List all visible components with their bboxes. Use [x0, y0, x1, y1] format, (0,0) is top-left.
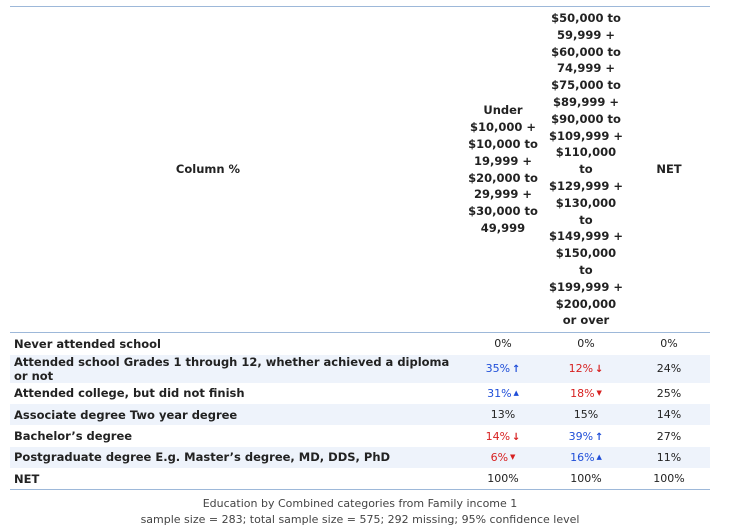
row-label: Associate degree Two year degree: [14, 407, 238, 422]
cell-value: 13%: [490, 408, 516, 422]
cell-value: 14%: [485, 429, 511, 443]
cell-value: 31%: [487, 386, 512, 400]
table-cell: [628, 404, 710, 425]
footer-stats: sample size = 283; total sample size = 575; 292 missing; 95% confidence level: [140, 513, 580, 527]
table-cell: [628, 468, 710, 490]
cell-value: 0%: [660, 337, 678, 351]
table-cell: [544, 447, 628, 468]
table-cell: [462, 383, 544, 404]
cell-value: 100%: [653, 472, 685, 486]
table-footer: [10, 496, 710, 528]
row-label: Attended college, but did not finish: [14, 386, 245, 401]
small-up-arrow-icon: ▲: [596, 452, 602, 461]
cell-value: 25%: [656, 386, 682, 400]
crosstab-container: [10, 6, 710, 528]
cell-value: 15%: [573, 408, 599, 422]
small-down-arrow-icon: ▼: [510, 452, 516, 461]
table-cell: [462, 468, 544, 490]
row-label: NET: [14, 471, 40, 486]
corner-label: Column %: [175, 162, 241, 177]
table-cell: [544, 425, 628, 446]
table-row: [10, 404, 710, 425]
table-cell: [544, 383, 628, 404]
column-header-high-income: $50,000 to 59,999 + $60,000 to 74,999 + $75,000 to $89,999 + $90,000 to $109,999 + $110,000 to $129,999 + $130,000 to $149,999 + $150,000 to $199,999 + $200,000 or over: [548, 11, 624, 328]
cell-value: 14%: [656, 408, 682, 422]
cell-value: 100%: [570, 472, 602, 486]
table-cell: [544, 333, 628, 355]
row-label: Never attended school: [14, 336, 161, 351]
table-cell: [462, 447, 544, 468]
table-cell: [628, 355, 710, 383]
table-cell: [462, 355, 544, 383]
table-row: [10, 468, 710, 490]
table-row: [10, 383, 710, 404]
down-arrow-icon: ↓: [595, 364, 604, 376]
cell-value: 12%: [568, 362, 594, 376]
crosstab-table: [10, 6, 710, 490]
cell-value: 39%: [568, 429, 594, 443]
table-cell: [628, 447, 710, 468]
cell-value: 100%: [487, 472, 519, 486]
table-cell: [544, 468, 628, 490]
cell-value: 24%: [656, 362, 682, 376]
table-cell: [628, 333, 710, 355]
column-header-low-income: Under $10,000 + $10,000 to 19,999 + $20,000 to 29,999 + $30,000 to 49,999: [468, 103, 538, 235]
table-row: [10, 333, 710, 355]
table-cell: [628, 383, 710, 404]
table-row: [10, 425, 710, 446]
table-cell: [462, 404, 544, 425]
table-cell: [462, 425, 544, 446]
table-cell: [544, 404, 628, 425]
cell-value: 18%: [570, 386, 595, 400]
column-header-net: NET: [656, 162, 682, 177]
small-down-arrow-icon: ▼: [596, 388, 602, 397]
table-row: [10, 355, 710, 383]
table-body: [10, 333, 710, 490]
row-label: Bachelor’s degree: [14, 429, 133, 443]
row-label: Attended school Grades 1 through 12, whether achieved a diploma or not: [14, 354, 450, 383]
up-arrow-icon: ↑: [512, 364, 521, 376]
footer-title: Education by Combined categories from Family income 1: [202, 497, 518, 511]
cell-value: 35%: [485, 362, 511, 376]
up-arrow-icon: ↑: [595, 431, 604, 443]
cell-value: 6%: [490, 450, 509, 464]
header-row: [10, 7, 710, 333]
cell-value: 0%: [577, 337, 595, 351]
cell-value: 11%: [656, 450, 682, 464]
cell-value: 16%: [570, 450, 595, 464]
row-label: Postgraduate degree E.g. Master’s degree, MD, DDS, PhD: [14, 450, 391, 465]
table-cell: [628, 425, 710, 446]
table-cell: [462, 333, 544, 355]
down-arrow-icon: ↓: [512, 431, 521, 443]
small-up-arrow-icon: ▲: [513, 388, 519, 397]
cell-value: 0%: [494, 337, 512, 351]
cell-value: 27%: [656, 429, 682, 443]
table-cell: [544, 355, 628, 383]
table-row: [10, 447, 710, 468]
